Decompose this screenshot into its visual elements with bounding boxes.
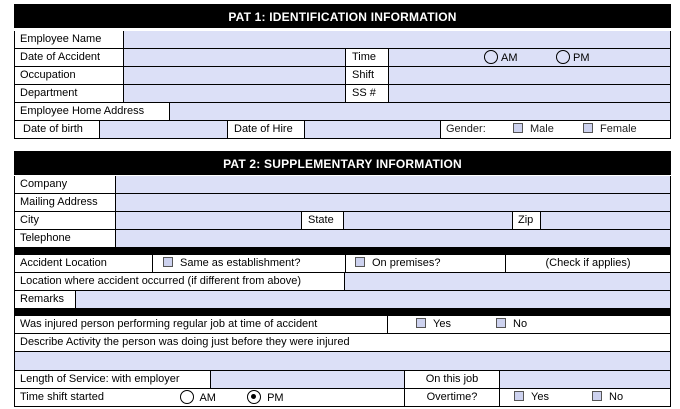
city-state-zip-row (14, 212, 671, 230)
shift-am-label: AM (199, 392, 216, 404)
employee-name-label: Employee Name (14, 31, 124, 49)
female-label: Female (600, 123, 637, 135)
shift-pm-label: PM (267, 392, 284, 404)
department-label: Department (14, 85, 124, 103)
on-premises-option[interactable] (346, 255, 506, 273)
city-label: City (14, 212, 116, 230)
date-of-accident-label: Date of Accident (14, 49, 124, 67)
company-field[interactable] (116, 176, 671, 194)
employee-name-field[interactable] (124, 31, 671, 49)
describe-activity-label: Describe Activity the person was doing just before they were injured (14, 334, 671, 352)
overtime-yes-checkbox[interactable] (514, 391, 524, 401)
overtime-label: Overtime? (405, 389, 500, 407)
occupation-field[interactable] (124, 67, 346, 85)
date-of-accident-row (14, 49, 671, 67)
section-divider (14, 248, 671, 255)
male-option[interactable] (513, 121, 554, 138)
time-field[interactable] (389, 49, 671, 67)
regular-job-no-checkbox[interactable] (496, 318, 506, 328)
zip-label: Zip (513, 212, 541, 230)
am-label: AM (501, 52, 518, 64)
time-shift-cell (14, 389, 405, 407)
on-premises-label: On premises? (372, 257, 441, 269)
same-as-establishment-option[interactable] (153, 255, 346, 273)
regular-job-no-option[interactable] (496, 316, 527, 333)
describe-activity-row (14, 334, 671, 352)
overtime-options (500, 389, 671, 407)
employee-name-row (14, 31, 671, 49)
shift-pm-radio[interactable] (247, 390, 261, 404)
date-of-accident-field[interactable] (124, 49, 346, 67)
male-checkbox[interactable] (513, 123, 523, 133)
mailing-address-field[interactable] (116, 194, 671, 212)
on-premises-checkbox[interactable] (355, 257, 365, 267)
time-shift-row (14, 389, 671, 407)
identification-section (14, 4, 671, 139)
accident-location-row (14, 255, 671, 273)
regular-job-yes-checkbox[interactable] (416, 318, 426, 328)
department-row (14, 85, 671, 103)
check-if-applies-label: (Check if applies) (506, 255, 671, 273)
length-of-service-field[interactable] (211, 371, 405, 389)
birth-hire-gender-row (14, 121, 671, 139)
identification-header: PAT 1: IDENTIFICATION INFORMATION (14, 4, 671, 28)
describe-activity-field-row (14, 352, 671, 371)
shift-pm-option[interactable] (247, 390, 284, 407)
ss-field[interactable] (389, 85, 671, 103)
overtime-no-checkbox[interactable] (592, 391, 602, 401)
time-shift-started-label: Time shift started (20, 391, 104, 403)
company-label: Company (14, 176, 116, 194)
overtime-no-option[interactable] (592, 389, 623, 406)
am-option[interactable] (484, 50, 518, 64)
regular-job-row (14, 316, 671, 334)
length-of-service-row (14, 371, 671, 389)
am-radio[interactable] (484, 50, 498, 64)
company-row (14, 176, 671, 194)
male-label: Male (530, 123, 554, 135)
telephone-row (14, 230, 671, 248)
state-field[interactable] (344, 212, 513, 230)
pm-option[interactable] (556, 50, 590, 64)
on-this-job-field[interactable] (500, 371, 671, 389)
city-field[interactable] (116, 212, 302, 230)
occupation-label: Occupation (14, 67, 124, 85)
date-of-hire-label: Date of Hire (228, 121, 305, 139)
location-different-label: Location where accident occurred (if different from above) (14, 273, 345, 291)
female-option[interactable] (583, 121, 637, 138)
time-label: Time (346, 49, 389, 67)
pm-label: PM (573, 52, 590, 64)
regular-job-options (388, 316, 671, 334)
supplementary-header: PAT 2: SUPPLEMENTARY INFORMATION (14, 151, 671, 175)
home-address-row (14, 103, 671, 121)
date-of-birth-label: Date of birth (14, 121, 100, 139)
same-as-establishment-label: Same as establishment? (180, 257, 301, 269)
accident-location-label: Accident Location (14, 255, 153, 273)
gender-label: Gender: (446, 123, 486, 135)
mailing-address-row (14, 194, 671, 212)
home-address-field[interactable] (170, 103, 671, 121)
remarks-field[interactable] (76, 291, 671, 309)
gender-cell (441, 121, 671, 139)
overtime-yes-label: Yes (531, 391, 549, 403)
ss-label: SS # (346, 85, 389, 103)
shift-am-option[interactable] (180, 390, 216, 407)
supplementary-section (14, 151, 671, 408)
mailing-address-label: Mailing Address (14, 194, 116, 212)
overtime-no-label: No (609, 391, 624, 403)
location-different-field[interactable] (345, 273, 671, 291)
remarks-label: Remarks (14, 291, 76, 309)
section-divider-2 (14, 309, 671, 316)
regular-job-no-label: No (513, 318, 528, 330)
pm-radio[interactable] (556, 50, 570, 64)
describe-activity-field[interactable] (14, 352, 671, 371)
telephone-field[interactable] (116, 230, 671, 248)
regular-job-yes-option[interactable] (416, 316, 451, 333)
state-label: State (302, 212, 344, 230)
date-of-hire-field[interactable] (305, 121, 441, 139)
telephone-label: Telephone (14, 230, 116, 248)
shift-field[interactable] (389, 67, 671, 85)
regular-job-yes-label: Yes (433, 318, 451, 330)
date-of-birth-field[interactable] (100, 121, 228, 139)
shift-label: Shift (346, 67, 389, 85)
occupation-row (14, 67, 671, 85)
zip-field[interactable] (541, 212, 671, 230)
female-checkbox[interactable] (583, 123, 593, 133)
on-this-job-label: On this job (405, 371, 500, 389)
length-of-service-label: Length of Service: with employer (14, 371, 211, 389)
location-different-row (14, 273, 671, 291)
regular-job-label: Was injured person performing regular job at time of accident (14, 316, 388, 334)
remarks-row (14, 291, 671, 309)
shift-am-radio[interactable] (180, 390, 194, 404)
home-address-label: Employee Home Address (14, 103, 170, 121)
department-field[interactable] (124, 85, 346, 103)
overtime-yes-option[interactable] (514, 389, 549, 406)
same-as-establishment-checkbox[interactable] (163, 257, 173, 267)
